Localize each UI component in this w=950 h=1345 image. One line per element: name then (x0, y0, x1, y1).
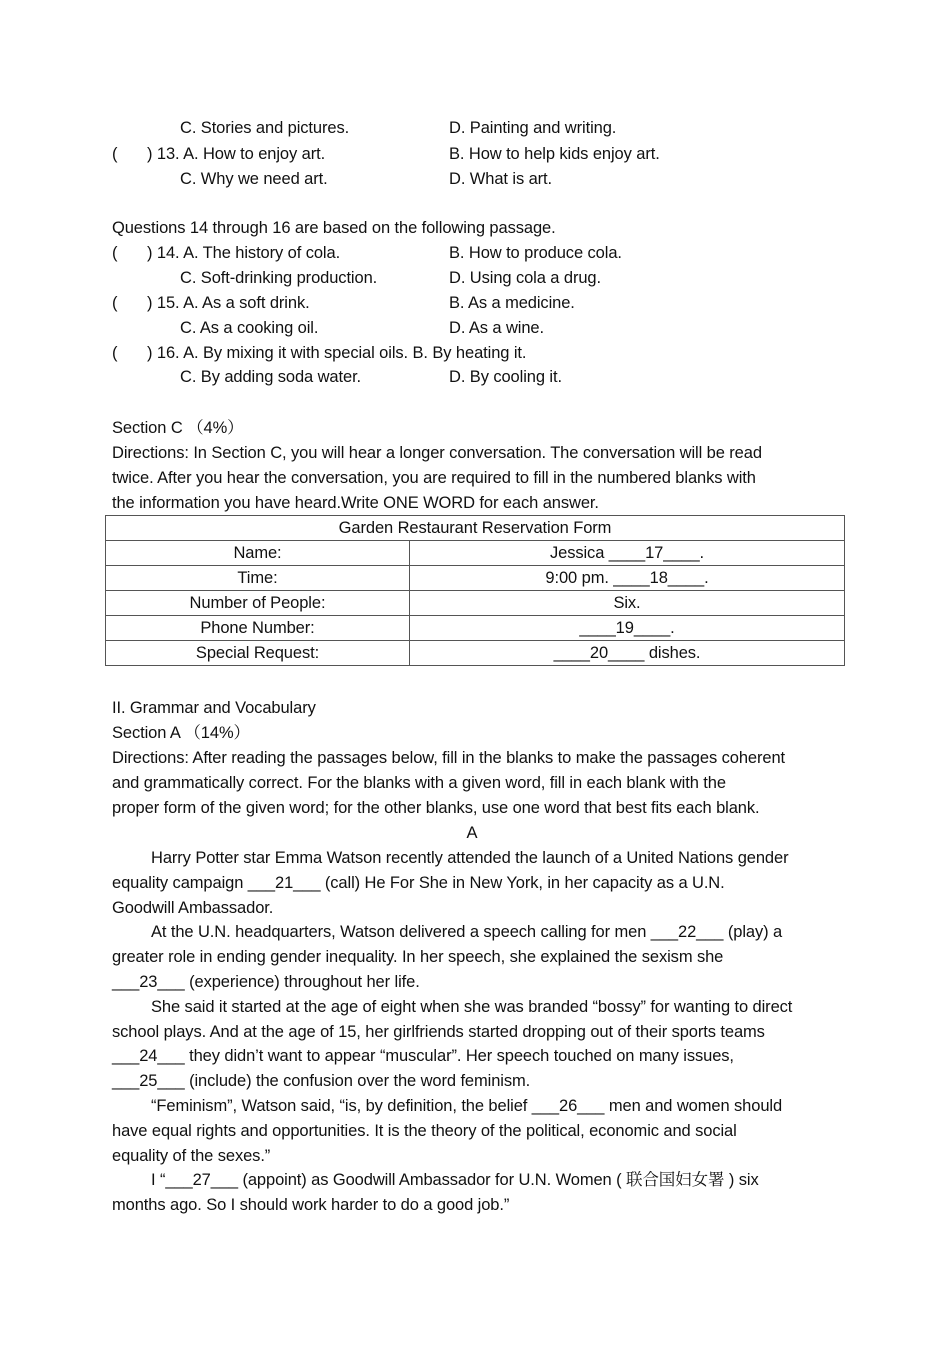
form-value-time[interactable]: 9:00 pm. ____18____. (410, 566, 845, 591)
q14-option-c: C. Soft-drinking production. (180, 269, 378, 287)
q13-answer-paren[interactable]: ( (112, 145, 118, 163)
form-label-people: Number of People: (106, 591, 410, 616)
table-row (106, 591, 845, 616)
passage-line: At the U.N. headquarters, Watson delivered a speech calling for men ___22___ (play) a (151, 923, 783, 942)
q16-options-a-b: ) 16. A. By mixing it with special oils. B. By heating it. (147, 344, 527, 362)
passage-line: have equal rights and opportunities. It is the theory of the political, economic and social (112, 1121, 737, 1140)
q14-option-b: B. How to produce cola. (449, 244, 622, 262)
part2-heading: II. Grammar and Vocabulary (112, 699, 316, 717)
section-a-heading: Section A （14%） (112, 724, 250, 742)
q15-option-d: D. As a wine. (449, 319, 544, 337)
table-row (106, 566, 845, 591)
passage-line: I “___27___ (appoint) as Goodwill Ambassador for U.N. Women ( 联合国妇女署 ) six (151, 1171, 759, 1190)
q14-answer-paren[interactable]: ( (112, 244, 118, 262)
table-row (106, 641, 845, 666)
table-row (106, 541, 845, 566)
q15-option-b: B. As a medicine. (449, 294, 575, 312)
form-label-time: Time: (106, 566, 410, 591)
form-value-phone[interactable]: ____19____. (410, 616, 845, 641)
form-title: Garden Restaurant Reservation Form (106, 516, 845, 541)
form-value-people: Six. (410, 591, 845, 616)
directions-line: proper form of the given word; for the other blanks, use one word that best fits each blank. (112, 798, 760, 817)
directions-line: twice. After you hear the conversation, you are required to fill in the numbered blanks with (112, 468, 756, 487)
q15-option-c: C. As a cooking oil. (180, 319, 319, 337)
passage-line: She said it started at the age of eight when she was branded “bossy” for wanting to direct (151, 997, 793, 1016)
q15-answer-paren[interactable]: ( (112, 294, 118, 312)
q13-option-b: B. How to help kids enjoy art. (449, 145, 660, 163)
directions-line: Directions: In Section C, you will hear a longer conversation. The conversation will be read (112, 444, 762, 462)
form-value-request[interactable]: ____20____ dishes. (410, 641, 845, 666)
q16-answer-paren[interactable]: ( (112, 344, 118, 362)
directions-line: the information you have heard.Write ONE WORD for each answer. (112, 493, 599, 512)
form-label-request: Special Request: (106, 641, 410, 666)
q13-option-d: D. What is art. (449, 170, 553, 188)
reservation-form-table (105, 515, 845, 666)
table-row (106, 616, 845, 641)
q14-option-d: D. Using cola a drug. (449, 269, 601, 287)
form-label-phone: Phone Number: (106, 616, 410, 641)
passage-line: “Feminism”, Watson said, “is, by definition, the belief ___26___ men and women should (151, 1096, 783, 1115)
passage-line: Harry Potter star Emma Watson recently attended the launch of a United Nations gender (151, 849, 789, 867)
passage-line: equality of the sexes.” (112, 1146, 271, 1165)
passage-label: A (466, 824, 478, 842)
passage-a (112, 846, 860, 1218)
passage-line: months ago. So I should work harder to do a good job.” (112, 1196, 510, 1215)
section-c-directions (112, 441, 860, 515)
form-value-name[interactable]: Jessica ____17____. (410, 541, 845, 566)
passage-line: greater role in ending gender inequality. In her speech, she explained the sexism she (112, 948, 724, 967)
passage-line: ___25___ (include) the confusion over the word feminism. (112, 1072, 531, 1091)
directions-line: and grammatically correct. For the blanks with a given word, fill in each blank with the (112, 773, 726, 792)
passage-line: equality campaign ___21___ (call) He For She in New York, in her capacity as a U.N. (112, 873, 725, 892)
passage-intro: Questions 14 through 16 are based on the following passage. (112, 219, 556, 237)
q16-option-c: C. By adding soda water. (180, 368, 362, 386)
form-label-name: Name: (106, 541, 410, 566)
section-a-directions (112, 746, 860, 820)
q14-option-a: ) 14. A. The history of cola. (147, 244, 341, 262)
q12-option-d: D. Painting and writing. (449, 119, 617, 137)
passage-line: Goodwill Ambassador. (112, 898, 274, 917)
passage-line: ___24___ they didn’t want to appear “muscular”. Her speech touched on many issues, (112, 1047, 734, 1066)
q16-option-d: D. By cooling it. (449, 368, 562, 386)
q13-option-a: ) 13. A. How to enjoy art. (147, 145, 326, 163)
passage-line: ___23___ (experience) throughout her life. (112, 972, 420, 991)
passage-line: school plays. And at the age of 15, her girlfriends started dropping out of their sports teams (112, 1022, 765, 1041)
q13-option-c: C. Why we need art. (180, 170, 328, 188)
section-c-heading: Section C （4%） (112, 419, 244, 437)
q15-option-a: ) 15. A. As a soft drink. (147, 294, 310, 312)
q12-option-c: C. Stories and pictures. (180, 119, 350, 137)
directions-line: Directions: After reading the passages below, fill in the blanks to make the passages coherent (112, 749, 785, 767)
